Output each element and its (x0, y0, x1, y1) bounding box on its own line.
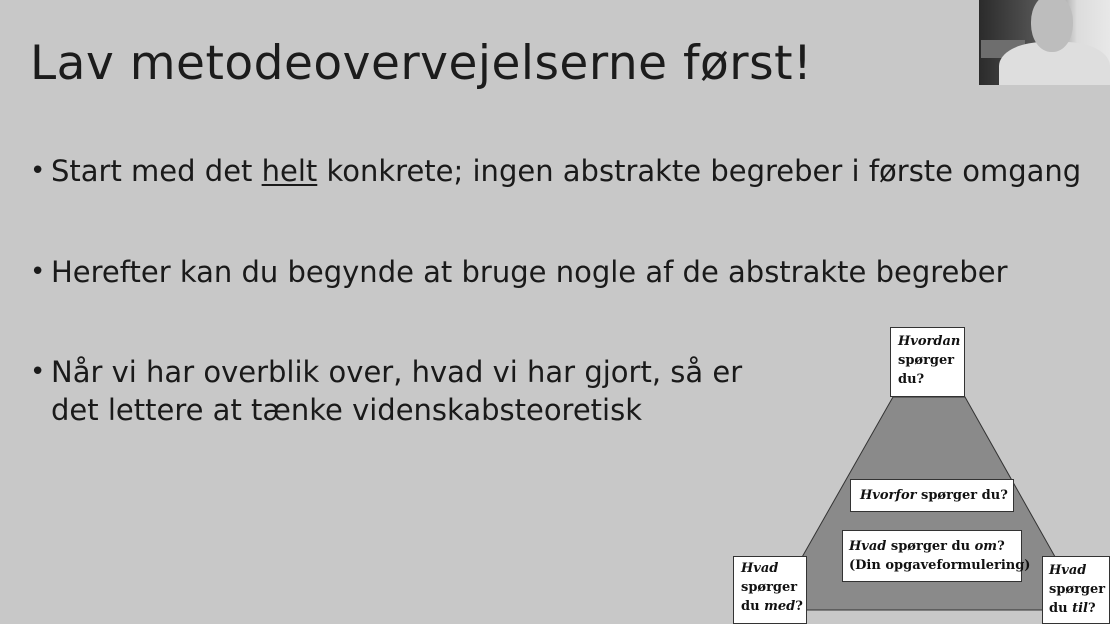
box-what-line2: (Din opgaveformulering) (849, 558, 1031, 573)
box-why (850, 479, 1014, 512)
box-with-italic2: med (764, 599, 796, 614)
box-how-line2: spørger (898, 353, 955, 368)
box-how (890, 327, 965, 397)
box-what-end: ? (997, 539, 1005, 554)
box-how-word1: Hvordan (898, 334, 961, 349)
bullet-dot: • (30, 357, 46, 387)
box-for-italic: Hvad (1049, 563, 1087, 578)
bullet-dot: • (30, 156, 46, 186)
box-what-italic2: om (974, 539, 998, 554)
box-for-italic2: til (1072, 601, 1088, 616)
box-for-end: ? (1087, 601, 1096, 616)
slide-title: Lav metodeovervejelserne først! (30, 36, 813, 91)
box-why-italic: Hvorfor (860, 488, 917, 503)
box-for-prefix: du (1049, 601, 1073, 616)
bullet-text: Herefter kan du begynde at bruge nogle af de abstrakte begreber (51, 255, 1008, 289)
box-with (733, 556, 807, 624)
box-for-line2: spørger (1049, 582, 1106, 597)
underlined-word: helt (261, 154, 318, 188)
bullet-text-part: Start med det (51, 154, 262, 188)
box-what (842, 530, 1031, 582)
box-why-text: spørger du? (916, 488, 1008, 503)
box-how-line3: du? (898, 372, 925, 387)
bullet-dot: • (30, 257, 46, 287)
box-with-italic: Hvad (741, 561, 779, 576)
box-with-prefix: du (741, 599, 765, 614)
box-what-italic1: Hvad (849, 539, 887, 554)
box-for (1042, 556, 1110, 624)
box-with-end: ? (795, 599, 803, 614)
bullet-text-part: konkrete; ingen abstrakte begreber i første omgang (317, 154, 1082, 188)
box-with-line2: spørger (741, 580, 798, 595)
box-what-mid: spørger du (886, 539, 975, 554)
bullet-text: Når vi har overblik over, hvad vi har gjort, så er det lettere at tænke videnskabsteoretisk (51, 355, 743, 427)
